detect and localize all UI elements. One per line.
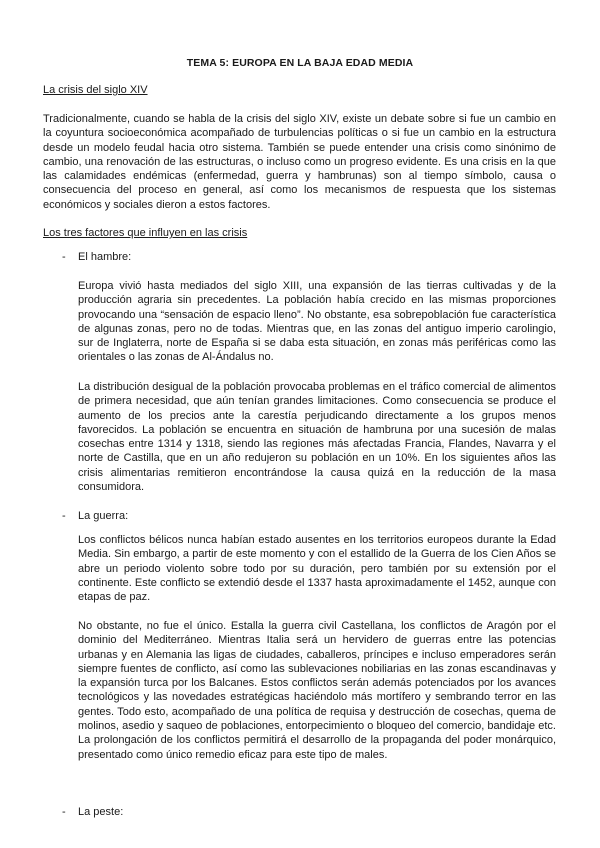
bullet-label: La guerra: <box>78 510 129 522</box>
bullet-dash: - <box>62 251 66 263</box>
intro-paragraph: Tradicionalmente, cuando se habla de la crisis del siglo XIV, existe un debate sobre si fue un cambio en la coyuntura socioeconómica acompañado de turbulencias políticas o si fue un cambio en la estructura desde un modelo feudal hacia otro sistema. También se puede entender una crisis como sinónimo de cambio, una renovación de las estructuras, o incluso como un progreso evidente. Es una crisis en la que las calamidades endémicas (enfermedad, guerra y hambrunas) son al tiempo símbolo, causa o consecuencia del proceso en general, así como los mecanismos de respuesta que los sistemas económicos y sociales dieron a estos factores. <box>43 113 556 211</box>
paragraph: Los conflictos bélicos nunca habían estado ausentes en los territorios europeos durante la Edad Media. Sin embargo, a partir de este momento y con el estallido de la Guerra de los Cien Años se abre un periodo violento sobre todo por su duración, pero también por su extensión por el continente. Este conflicto se extendió desde el 1337 hasta aproximadamente el 1452, aunque con etapas de paz. <box>78 534 556 604</box>
bullet-dash: - <box>62 806 66 818</box>
section-heading-crisis: La crisis del siglo XIV <box>43 84 148 96</box>
paragraph: Europa vivió hasta mediados del siglo XIII, una expansión de las tierras cultivadas y de la producción agraria sin precedentes. La población había crecido en las mismas proporciones provocando una “sensación de espacio lleno”. No obstante, esa sobrepoblación fue característica de algunas zonas, pero no de todas. Mientras que, en las zonas del antiguo imperio carolingio, sur de Inglaterra, norte de España si se daba esta situación, en zonas más periféricas como las orientales o las zonas de Al-Ándalus no. <box>78 280 556 364</box>
document-title: TEMA 5: EUROPA EN LA BAJA EDAD MEDIA <box>186 57 414 69</box>
paragraph: La distribución desigual de la población provocaba problemas en el tráfico comercial de alimentos de primera necesidad, que aún tenían grandes limitaciones. Como consecuencia se produce el aumento de los precios ante la carestía perjudicando directamente a los grupos menos favorecidos. La población se encuentra en situación de hambruna por una sucesión de malas cosechas entre 1314 y 1318, siendo las regiones más afectadas Francia, Flandes, Navarra y el norte de Castilla, que en un año redujeron su población en un 10%. En los siguientes años las crisis alimentarias remitieron encontrándose la causa quizá en la reducción de la masa consumidora. <box>78 381 556 494</box>
bullet-dash: - <box>62 510 66 522</box>
paragraph: No obstante, no fue el único. Estalla la guerra civil Castellana, los conflictos de Aragón por el dominio del Mediterráneo. Mientras Italia será un hervidero de guerras entre las potencias urbanas y en Alemania las ligas de ciudades, caballeros, príncipes e incluso emperadores serán siempre fuentes de conflicto, así como las sublevaciones nobiliarias en las zonas escandinavas y la expansión turca por los Balcanes. Estos conflictos serán además potenciados por los avances tecnológicos y las novedades estratégicas haciéndolo más mortífero y sembrando terror en las gentes. Todo esto, acompañado de una política de requisa y destrucción de cosechas, quema de molinos, asedio y saqueo de poblaciones, entorpecimiento o bloqueo del comercio, bandidaje etc. La prolongación de los conflictos permitirá el desarrollo de la propaganda del poder monárquico, presentado como único remedio eficaz para este tipo de males. <box>78 620 556 761</box>
bullet-label: El hambre: <box>78 251 132 263</box>
bullet-label: La peste: <box>78 806 124 818</box>
section-heading-factors: Los tres factores que influyen en las crisis <box>43 227 248 239</box>
